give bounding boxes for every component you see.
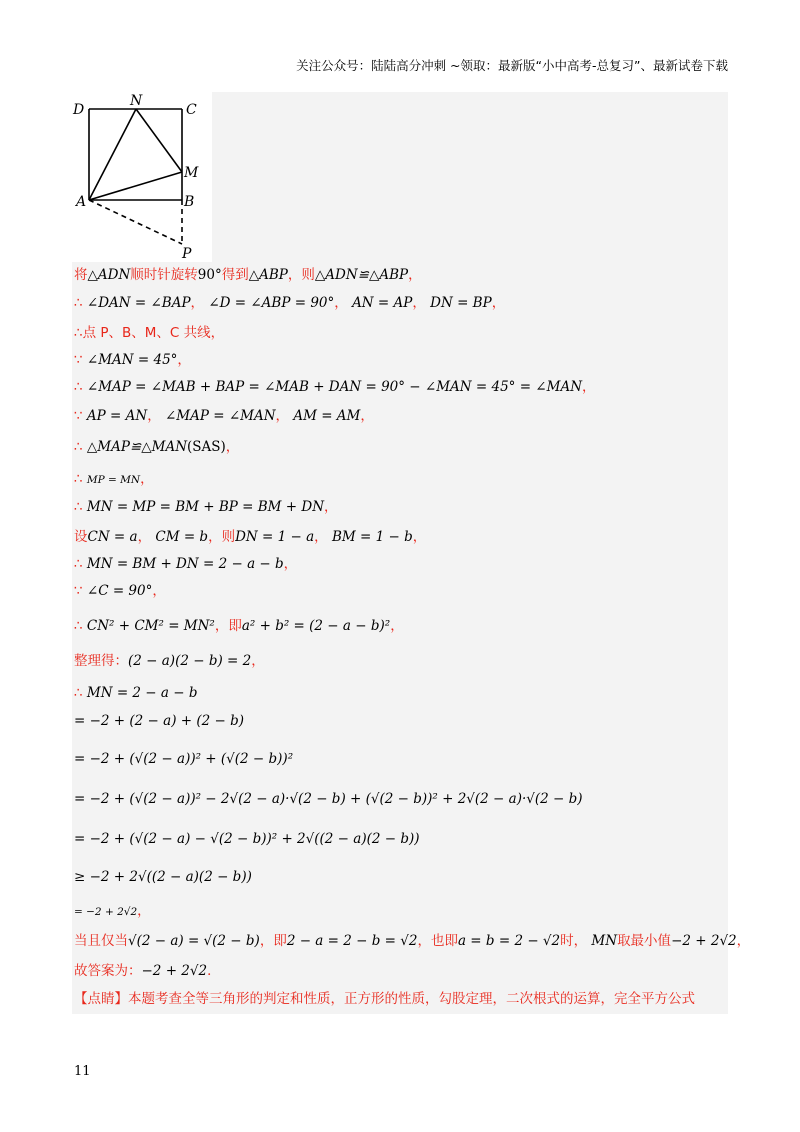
line-step-1: = −2 + (2 − a) + (2 − b) [74, 713, 245, 729]
line-mp-mn: ∴ MP = MN， [74, 471, 154, 487]
line-angle-c: ∵ ∠C = 90°， [74, 583, 166, 599]
line-collinear: ∴点 P、B、M、C 共线， [74, 325, 225, 341]
line-sas-conditions: ∵ AP = AN， ∠MAP = ∠MAN， AM = AM， [74, 408, 374, 424]
solution-content [72, 92, 751, 1014]
line-mn-sum: ∴ MN = MP = BM + BP = BM + DN， [74, 499, 338, 515]
page-header: 关注公众号：陆陆高分冲刺 ~领取：最新版“小中高考-总复习”、最新试卷下载 [296, 58, 728, 73]
line-angle-map: ∴ ∠MAP = ∠MAB + BAP = ∠MAB + DAN = 90° − ∠MAN = 45° = ∠MAN， [74, 379, 596, 395]
line-step-5: ≥ −2 + 2√((2 − a)(2 − b)) [74, 869, 252, 885]
label-m: M [184, 165, 199, 181]
label-b: B [184, 194, 195, 210]
line-step-4: = −2 + (√(2 − a) − √(2 − b))² + 2√((2 − a)(2 − b)) [74, 831, 420, 847]
line-set-variables: 设CN = a， CM = b，则DN = 1 − a， BM = 1 − b， [74, 529, 427, 545]
line-pythagoras: ∴ CN² + CM² = MN²，即a² + b² = (2 − a − b)²， [74, 618, 404, 634]
line-step-3: = −2 + (√(2 − a))² − 2√(2 − a)·√(2 − b) + (√(2 − b))² + 2√(2 − a)·√(2 − b) [74, 791, 583, 807]
line-simplify: 整理得：(2 − a)(2 − b) = 2， [74, 653, 265, 669]
line-mn-start: ∴ MN = 2 − a − b [74, 685, 198, 701]
label-p: P [182, 246, 192, 262]
line-key-points: 【点睛】本题考查全等三角形的判定和性质，正方形的性质，勾股定理，二次根式的运算，完全平方公式 [74, 991, 695, 1007]
line-angle-man: ∵ ∠MAN = 45°， [74, 352, 191, 368]
page-number: 11 [74, 1064, 91, 1079]
line-step-2: = −2 + (√(2 − a))² + (√(2 − b))² [74, 751, 294, 767]
line-result: = −2 + 2√2， [74, 903, 151, 919]
line-triangle-congruence: ∴ △MAP≌△MAN(SAS)， [74, 439, 240, 455]
line-congruent-parts: ∴ ∠DAN = ∠BAP， ∠D = ∠ABP = 90°， AN = AP， DN = BP， [74, 295, 506, 311]
label-n: N [130, 93, 143, 109]
line-equality-condition: 当且仅当√(2 − a) = √(2 − b)，即2 − a = 2 − b = √2，也即a = b = 2 − √2时， MN取最小值−2 + 2√2， [74, 933, 751, 949]
label-a: A [76, 194, 87, 210]
line-mn-expression: ∴ MN = BM + DN = 2 − a − b， [74, 556, 298, 572]
line-answer: 故答案为：−2 + 2√2． [74, 963, 221, 979]
line-rotation: 将△ADN顺时针旋转90°得到△ABP，则△ADN≌△ABP， [74, 267, 422, 283]
label-d: D [73, 102, 85, 118]
square-figure [72, 92, 212, 262]
label-c: C [186, 102, 197, 118]
